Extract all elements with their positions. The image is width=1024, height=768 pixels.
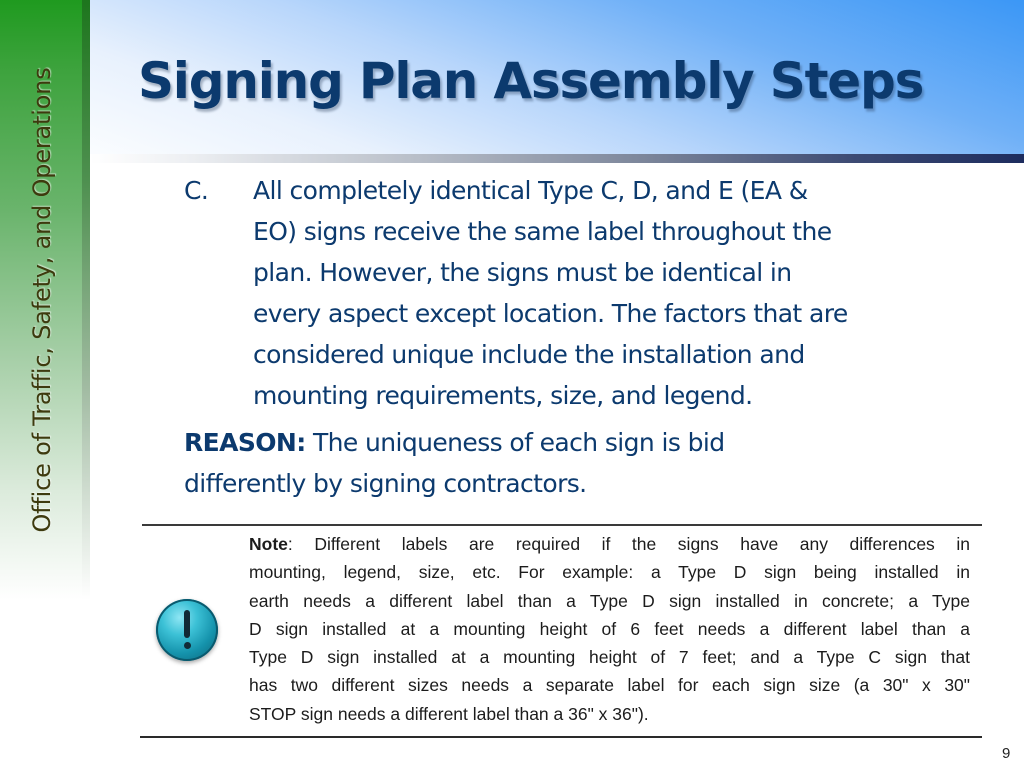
list-item-line: All completely identical Type C, D, and E (EA & [253, 176, 808, 205]
reason-line [184, 422, 1004, 463]
note-line: mounting, legend, size, etc. For example: a Type D sign being installed in [249, 562, 970, 583]
note-first-line-text: : Different labels are required if the signs have any differences in [287, 534, 970, 554]
reason-line: differently by signing contractors. [184, 469, 587, 498]
list-item-line: plan. However, the signs must be identical in [253, 258, 792, 287]
sidebar-office-label: Office of Traffic, Safety, and Operations [28, 67, 56, 533]
exclamation-circle-icon [156, 599, 218, 661]
reason-text: The uniqueness of each sign is bid [305, 428, 725, 457]
list-item-line: EO) signs receive the same label throughout the [253, 217, 832, 246]
list-item-text [253, 170, 1013, 416]
note-line: Type D sign installed at a mounting height of 7 feet; and a Type C sign that [249, 647, 970, 668]
reason-paragraph [184, 422, 1004, 504]
note-line: has two different sizes needs a separate label for each sign size (a 30" x 30" [249, 675, 970, 696]
page-number: 9 [1002, 745, 1011, 762]
note-line: D sign installed at a mounting height of 6 feet needs a different label than a [249, 618, 970, 639]
sidebar-edge [82, 0, 90, 600]
exclamation-dot [184, 642, 191, 649]
list-item-line: every aspect except location. The factors that are [253, 299, 848, 328]
slide-title: Signing Plan Assembly Steps [138, 52, 924, 110]
note-line: STOP sign needs a different label than a 36" x 36"). [249, 703, 649, 724]
note-bottom-rule [140, 736, 982, 738]
note-line [249, 530, 970, 558]
list-item-marker: C. [184, 176, 209, 205]
reason-label: REASON: [184, 428, 306, 457]
exclamation-bar [184, 610, 190, 638]
note-top-rule [142, 524, 982, 526]
note-paragraph [249, 530, 970, 728]
note-label: Note [249, 534, 288, 554]
list-item-line: mounting requirements, size, and legend. [253, 381, 753, 410]
note-line: earth needs a different label than a Type D sign installed in concrete; a Type [249, 590, 970, 611]
header-divider [90, 154, 1024, 163]
list-item-line: considered unique include the installation and [253, 340, 805, 369]
